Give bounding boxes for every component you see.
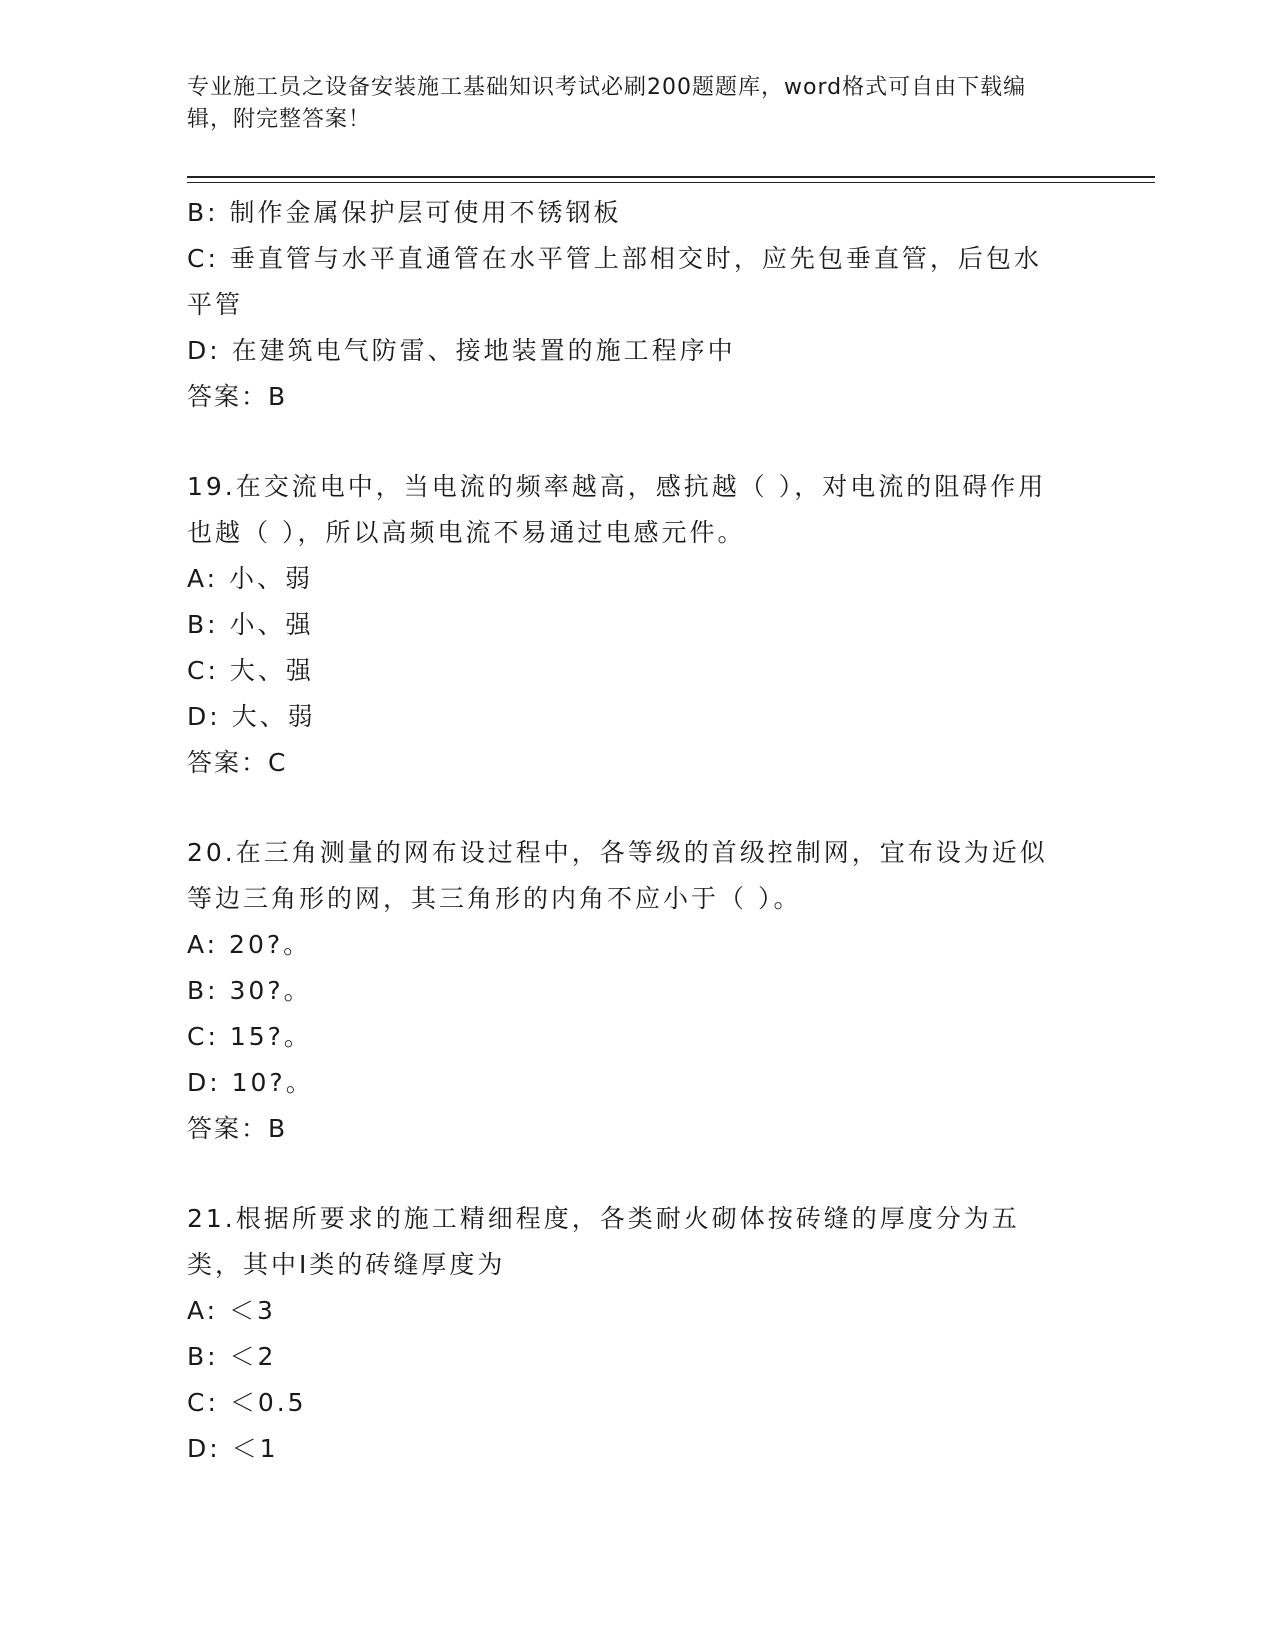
question-spacer	[187, 420, 1067, 464]
q19-option-c: C: 大、强	[187, 656, 314, 685]
q21-stem: 21.根据所要求的施工精细程度，各类耐火砌体按砖缝的厚度分为五类，其中Ⅰ类的砖缝厚度为	[187, 1204, 1020, 1279]
q20-stem: 20.在三角测量的网布设过程中，各等级的首级控制网，宜布设为近似等边三角形的网，其三角形的内角不应小于（ ）。	[187, 838, 1048, 913]
q19-stem: 19.在交流电中，当电流的频率越高，感抗越（ ），对电流的阻碍作用也越（ ），所以高频电流不易通过电感元件。	[187, 472, 1047, 547]
q20-option-d: D: 10?。	[187, 1068, 314, 1097]
q19-option-d: D: 大、弱	[187, 702, 316, 731]
q19-option-b: B: 小、强	[187, 610, 314, 639]
q20-answer: 答案：B	[187, 1114, 288, 1143]
q18-option-d: D: 在建筑电气防雷、接地装置的施工程序中	[187, 336, 736, 365]
q21-option-c: C: ＜0.5	[187, 1388, 307, 1417]
question-spacer	[187, 1152, 1067, 1196]
question-spacer	[187, 786, 1067, 830]
q20-option-b: B: 30?。	[187, 976, 312, 1005]
q18-option-c: C: 垂直管与水平直通管在水平管上部相交时，应先包垂直管，后包水平管	[187, 244, 1042, 319]
document-header: 专业施工员之设备安装施工基础知识考试必刷200题题库，word格式可自由下载编辑，附完整答案！	[187, 75, 1027, 132]
q20-option-a: A: 20?。	[187, 930, 312, 959]
question-content	[187, 190, 1067, 1472]
q18-answer: 答案：B	[187, 382, 288, 411]
header-rule-thin	[187, 182, 1155, 183]
q20-option-c: C: 15?。	[187, 1022, 312, 1051]
q21-option-a: A: ＜3	[187, 1296, 276, 1325]
q21-option-b: B: ＜2	[187, 1342, 277, 1371]
header-rule-thick	[187, 176, 1155, 178]
q19-option-a: A: 小、弱	[187, 564, 314, 593]
q19-answer: 答案：C	[187, 748, 288, 777]
q18-option-b: B: 制作金属保护层可使用不锈钢板	[187, 198, 622, 227]
q21-option-d: D: ＜1	[187, 1434, 279, 1463]
